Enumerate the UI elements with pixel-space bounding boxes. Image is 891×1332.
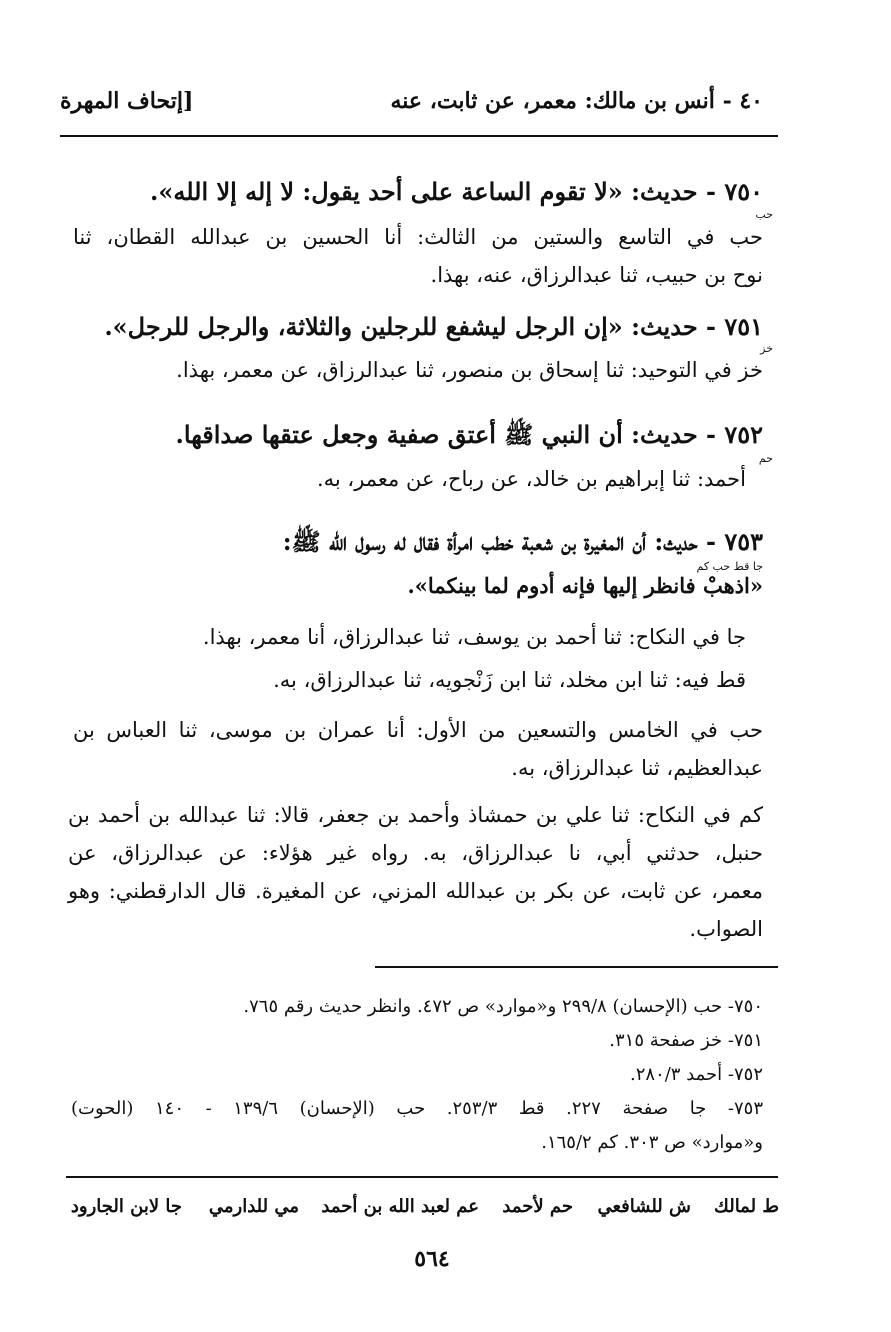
footnote-753-line-2: و«موارد» ص ٣٠٣. كم ١٦٥/٢. xyxy=(541,1132,763,1153)
abbreviation-ja: جا لابن الجارود xyxy=(70,1196,182,1217)
footnote-750: ٧٥٠- حب (الإحسان) ٢٩٩/٨ و«موارد» ص ٤٧٢. وانظر حديث رقم ٧٦٥. xyxy=(243,996,763,1017)
page-number: ٥٦٤ xyxy=(414,1246,450,1272)
hadith-752-sigla: حم xyxy=(758,452,773,465)
abbreviation-sh: ش للشافعي xyxy=(597,1196,691,1217)
hadith-750-sigla: حب xyxy=(755,208,773,221)
hadith-753-isnad-hb-line-2: عبدالعظيم، ثنا عبدالرزاق، به. xyxy=(511,756,763,780)
hadith-750-line-1: حب في التاسع والستين من الثالث: أنا الحسين بن عبدالله القطان، ثنا xyxy=(73,225,763,249)
running-header-title: ٤٠ - أنس بن مالك: معمر، عن ثابت، عنه xyxy=(390,88,763,114)
hadith-751-title: ٧٥١ - حديث: «إن الرجل ليشفع للرجلين والثلاثة، والرجل للرجل». xyxy=(104,312,763,341)
hadith-753-isnad-ja: جا في النكاح: ثنا أحمد بن يوسف، ثنا عبدالرزاق، أنا معمر، بهذا. xyxy=(202,625,746,649)
hadith-753-sigla: جا قط حب كم xyxy=(696,560,763,573)
abbreviations-rule xyxy=(66,1176,778,1178)
hadith-751-line-1: خز في التوحيد: ثنا إسحاق بن منصور، ثنا عبدالرزاق، عن معمر، بهذا. xyxy=(176,358,763,382)
abbreviation-mi: مي للدارمي xyxy=(208,1196,299,1217)
hadith-750-line-2: نوح بن حبيب، ثنا عبدالرزاق، عنه، بهذا. xyxy=(430,263,763,287)
abbreviation-hm: حم لأحمد xyxy=(502,1196,573,1217)
hadith-753-isnad-qt: قط فيه: ثنا ابن مخلد، ثنا ابن زَنْجويه، ثنا عبدالرزاق، به. xyxy=(273,668,746,692)
hadith-753-title: ٧٥٣ - حديث: أن المغيرة بن شعبة خطب امرأة فقال له رسول الله ﷺ: xyxy=(282,527,763,556)
hadith-752-title: ٧٥٢ - حديث: أن النبي ﷺ أعتق صفية وجعل عتقها صداقها. xyxy=(175,420,763,449)
hadith-752-line-1: أحمد: ثنا إبراهيم بن خالد، عن رباح، عن معمر، به. xyxy=(316,467,746,491)
abbreviation-ta: ط لمالك xyxy=(714,1196,779,1217)
footnote-753-line-1: ٧٥٣- جا صفحة ٢٢٧. قط ٢٥٣/٣. حب (الإحسان) ١٣٩/٦ - ١٤٠ (الحوت) xyxy=(71,1098,763,1119)
hadith-753-isnad-km-line-2: حنبل، حدثني أبي، نا عبدالرزاق، به. رواه غير هؤلاء: عن عبدالرزاق، عن xyxy=(68,841,763,865)
running-header-book: [إتحاف المهرة xyxy=(60,88,194,114)
hadith-751-sigla: خز xyxy=(760,342,773,355)
footnote-752: ٧٥٢- أحمد ٢٨٠/٣. xyxy=(629,1064,763,1085)
hadith-753-isnad-hb-line-1: حب في الخامس والتسعين من الأول: أنا عمران بن موسى، ثنا العباس بن xyxy=(73,718,763,742)
header-rule xyxy=(60,135,778,137)
abbreviation-am: عم لعبد الله بن أحمد xyxy=(321,1196,479,1217)
hadith-753-title-cont: «اذهبْ فانظر إليها فإنه أدوم لما بينكما». xyxy=(407,573,763,598)
footnote-751: ٧٥١- خز صفحة ٣١٥. xyxy=(609,1030,763,1051)
hadith-750-title: ٧٥٠ - حديث: «لا تقوم الساعة على أحد يقول: لا إله إلا الله». xyxy=(149,177,763,206)
hadith-753-isnad-km-line-3: معمر، عن ثابت، عن بكر بن عبدالله المزني، عن المغيرة. قال الدارقطني: وهو xyxy=(68,879,763,903)
footnote-separator xyxy=(375,966,778,968)
hadith-753-isnad-km-line-4: الصواب. xyxy=(689,917,763,941)
hadith-753-isnad-km-line-1: كم في النكاح: ثنا علي بن حمشاذ وأحمد بن جعفر، قالا: ثنا عبدالله بن أحمد بن xyxy=(68,803,763,827)
